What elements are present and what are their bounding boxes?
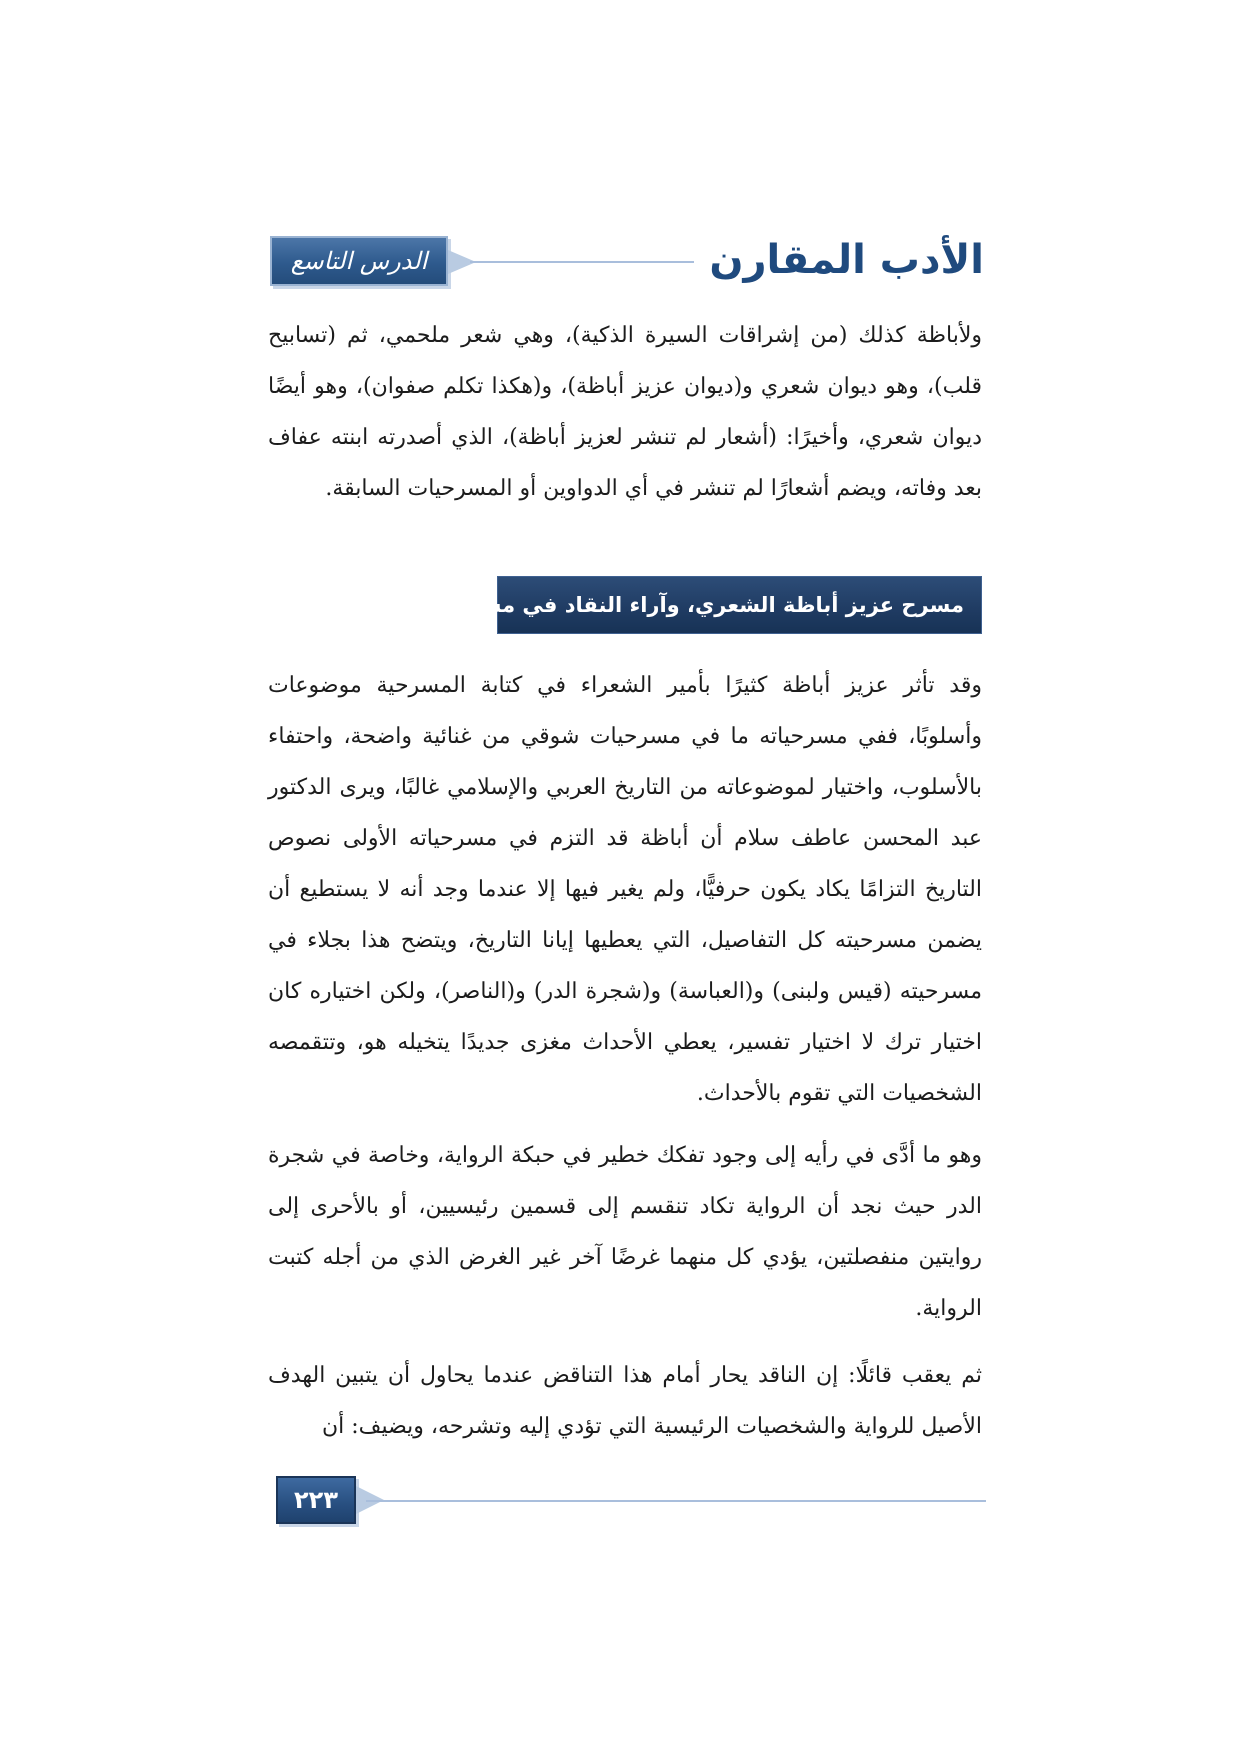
book-title: الأدب المقارن [709,237,984,283]
page-header [270,232,984,292]
page-number-badge [276,1476,356,1524]
body-paragraph-4: ثم يعقب قائلًا: إن الناقد يحار أمام هذا التناقض عندما يحاول أن يتبين الهدف الأصيل للرواية والشخصيات الرئيسية التي تؤدي إليه وتشرحه، ويضيف: أن [268,1363,982,1439]
section-heading-bar [415,576,982,634]
page-number: ٢٢٣ [294,1486,338,1514]
body-paragraph-3: وهو ما أدَّى في رأيه إلى وجود تفكك خطير في حبكة الرواية، وخاصة في شجرة الدر حيث نجد أن الرواية تكاد تنقسم إلى قسمين رئيسيين، أو بالأحرى إلى روايتين منفصلتين، يؤدي كل منهما غرضًا آخر غير الغرض الذي من أجله كتبت الرواية. [268,1143,982,1321]
lesson-badge [270,236,448,286]
header-rule [470,261,694,263]
section-heading: مسرح عزيز أباظة الشعري، وآراء النقاد في مسرحياته [415,593,964,617]
footer-rule [366,1500,986,1502]
lesson-label: الدرس التاسع [290,247,428,275]
body-paragraph-2: وقد تأثر عزيز أباظة كثيرًا بأمير الشعراء في كتابة المسرحية موضوعات وأسلوبًا، ففي مسرحياته ما في مسرحيات شوقي من غنائية واضحة، واحتفاء بالأسلوب، واختيار لموضوعاته من التاريخ العربي والإسلامي غالبًا، ويرى الدكتور عبد المحسن عاطف سلام أن أباظة قد التزم في مسرحياته الأولى نصوص التاريخ التزامًا يكاد يكون حرفيًّا، ولم يغير فيها إلا عندما وجد أنه لا يستطيع أن يضمن مسرحيته كل التفاصيل، التي يعطيها إيانا التاريخ، ويتضح هذا بجلاء في مسرحيته (قيس ولبنى) و(العباسة) و(شجرة الدر) و(الناصر)، ولكن اختياره كان اختيار ترك لا اختيار تفسير، يعطي الأحداث مغزى جديدًا يتخيله هو، وتتقمصه الشخصيات التي تقوم بالأحداث. [268,673,982,1106]
body-paragraph-1: ولأباظة كذلك (من إشراقات السيرة الذكية)، وهي شعر ملحمي، ثم (تسابيح قلب)، وهو ديوان شعري و(ديوان عزيز أباظة)، و(هكذا تكلم صفوان)، وهو أيضًا ديوان شعري، وأخيرًا: (أشعار لم تنشر لعزيز أباظة)، الذي أصدرته ابنته عفاف بعد وفاته، ويضم أشعارًا لم تنشر في أي الدواوين أو المسرحيات السابقة. [268,323,982,501]
page-footer [276,1476,986,1530]
